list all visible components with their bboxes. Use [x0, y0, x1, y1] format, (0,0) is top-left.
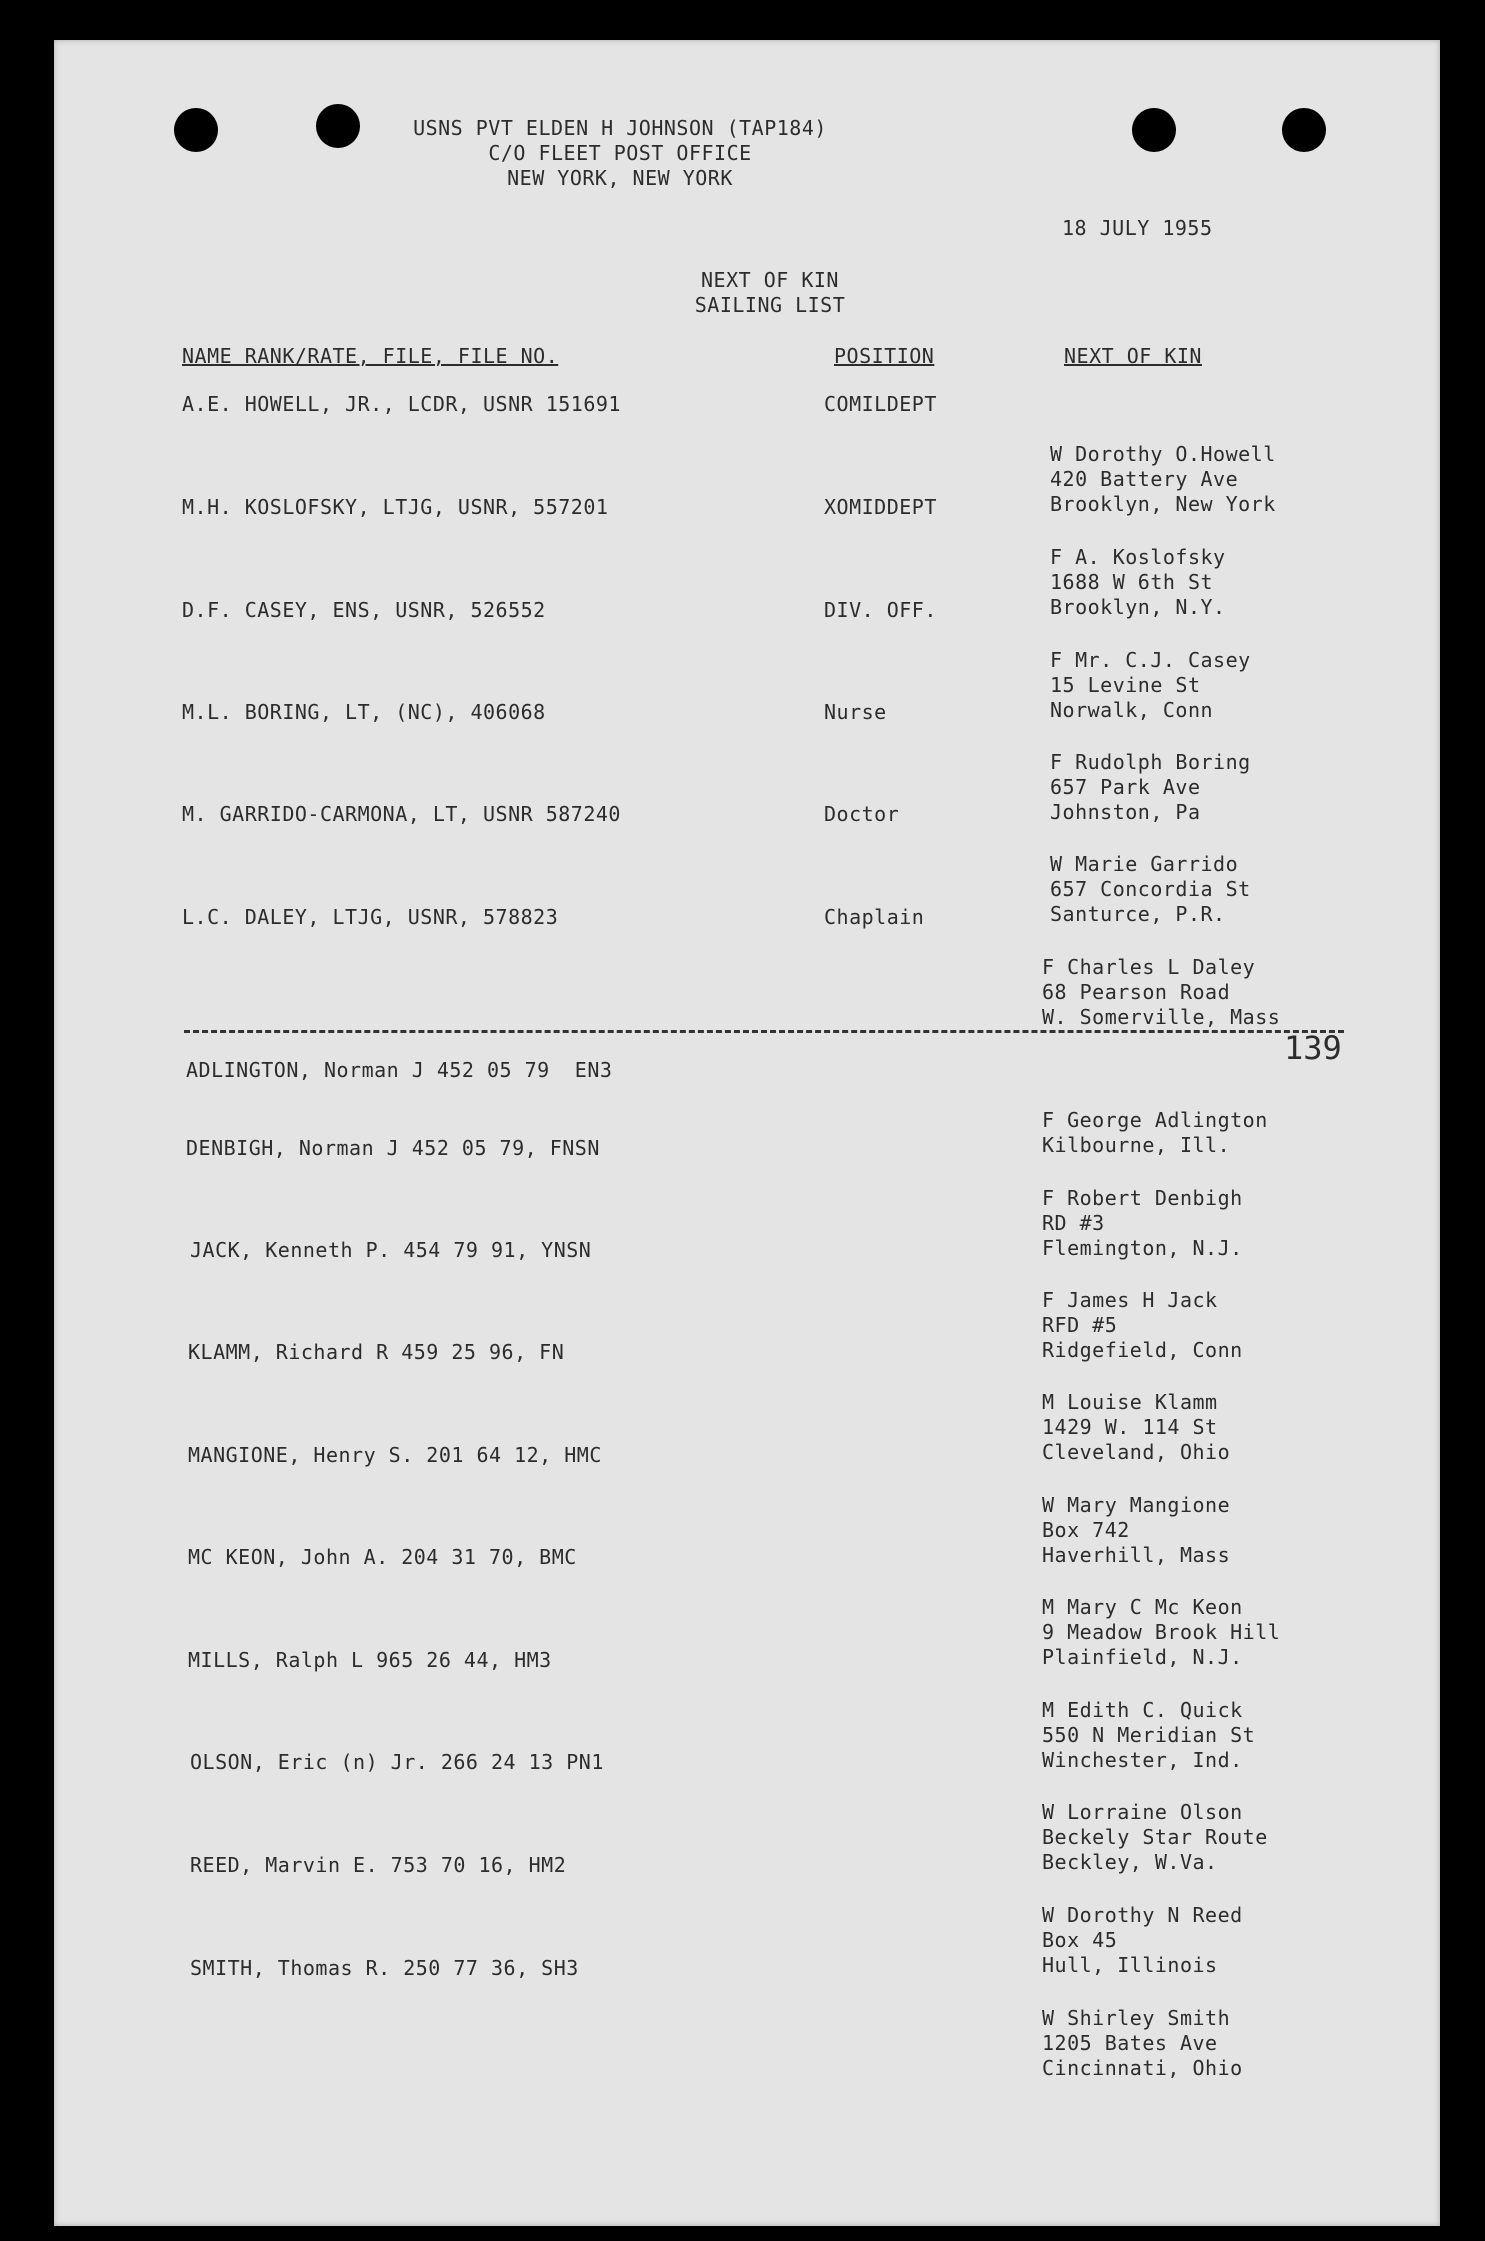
next-of-kin: F George Adlington Kilbourne, Ill. — [1042, 1108, 1268, 1157]
officer-position: Doctor — [824, 802, 900, 826]
officer-position: DIV. OFF. — [824, 598, 937, 622]
punch-hole — [174, 108, 218, 152]
enlisted-name: OLSON, Eric (n) Jr. 266 24 13 PN1 — [190, 1750, 604, 1774]
officer-name: M. GARRIDO-CARMONA, LT, USNR 587240 — [182, 802, 621, 826]
officer-name: M.L. BORING, LT, (NC), 406068 — [182, 700, 546, 724]
enlisted-name: DENBIGH, Norman J 452 05 79, FNSN — [186, 1136, 600, 1160]
enlisted-name: SMITH, Thomas R. 250 77 36, SH3 — [190, 1956, 579, 1980]
officer-name: M.H. KOSLOFSKY, LTJG, USNR, 557201 — [182, 495, 609, 519]
officer-name: L.C. DALEY, LTJG, USNR, 578823 — [182, 905, 559, 929]
column-header-name: NAME RANK/RATE, FILE, FILE NO. — [182, 344, 559, 368]
next-of-kin: F A. Koslofsky 1688 W 6th St Brooklyn, N.Y. — [1050, 545, 1226, 619]
page-number: 139 — [1284, 1029, 1342, 1067]
next-of-kin: M Edith C. Quick 550 N Meridian St Winchester, Ind. — [1042, 1698, 1256, 1772]
next-of-kin: M Mary C Mc Keon 9 Meadow Brook Hill Plainfield, N.J. — [1042, 1595, 1281, 1669]
enlisted-name: MC KEON, John A. 204 31 70, BMC — [188, 1545, 577, 1569]
officer-position: Chaplain — [824, 905, 925, 929]
next-of-kin: W Lorraine Olson Beckely Star Route Beckley, W.Va. — [1042, 1800, 1268, 1874]
enlisted-name: MILLS, Ralph L 965 26 44, HM3 — [188, 1648, 552, 1672]
document-title-line-1: NEXT OF KIN — [701, 268, 839, 292]
enlisted-name: REED, Marvin E. 753 70 16, HM2 — [190, 1853, 567, 1877]
letterhead-city: NEW YORK, NEW YORK — [507, 166, 733, 190]
punch-hole — [1132, 108, 1176, 152]
officer-position: Nurse — [824, 700, 887, 724]
next-of-kin: F Rudolph Boring 657 Park Ave Johnston, Pa — [1050, 750, 1251, 824]
next-of-kin: M Louise Klamm 1429 W. 114 St Cleveland, Ohio — [1042, 1390, 1231, 1464]
next-of-kin: F Robert Denbigh RD #3 Flemington, N.J. — [1042, 1186, 1243, 1260]
document-page — [54, 40, 1440, 2226]
column-header-kin: NEXT OF KIN — [1064, 344, 1202, 368]
officer-name: D.F. CASEY, ENS, USNR, 526552 — [182, 598, 546, 622]
letterhead-post-office: C/O FLEET POST OFFICE — [488, 141, 752, 165]
section-divider — [184, 1030, 1344, 1033]
column-header-position: POSITION — [834, 344, 935, 368]
officer-position: COMILDEPT — [824, 392, 937, 416]
document-title-line-2: SAILING LIST — [694, 293, 846, 317]
enlisted-name: KLAMM, Richard R 459 25 96, FN — [188, 1340, 565, 1364]
enlisted-name: MANGIONE, Henry S. 201 64 12, HMC — [188, 1443, 602, 1467]
document-date: 18 JULY 1955 — [1062, 216, 1213, 240]
letterhead-ship: USNS PVT ELDEN H JOHNSON (TAP184) — [413, 116, 827, 140]
punch-hole — [316, 104, 360, 148]
next-of-kin: W Mary Mangione Box 742 Haverhill, Mass — [1042, 1493, 1231, 1567]
next-of-kin: W Dorothy O.Howell 420 Battery Ave Brooklyn, New York — [1050, 442, 1276, 516]
next-of-kin: W Dorothy N Reed Box 45 Hull, Illinois — [1042, 1903, 1243, 1977]
enlisted-name: ADLINGTON, Norman J 452 05 79 EN3 — [186, 1058, 613, 1082]
next-of-kin: W Shirley Smith 1205 Bates Ave Cincinnati, Ohio — [1042, 2006, 1243, 2080]
next-of-kin: F James H Jack RFD #5 Ridgefield, Conn — [1042, 1288, 1243, 1362]
next-of-kin: W Marie Garrido 657 Concordia St Santurce, P.R. — [1050, 852, 1251, 926]
enlisted-name: JACK, Kenneth P. 454 79 91, YNSN — [190, 1238, 592, 1262]
punch-hole — [1282, 108, 1326, 152]
officer-name: A.E. HOWELL, JR., LCDR, USNR 151691 — [182, 392, 621, 416]
next-of-kin: F Charles L Daley 68 Pearson Road W. Somerville, Mass — [1042, 955, 1281, 1029]
officer-position: XOMIDDEPT — [824, 495, 937, 519]
next-of-kin: F Mr. C.J. Casey 15 Levine St Norwalk, Conn — [1050, 648, 1251, 722]
